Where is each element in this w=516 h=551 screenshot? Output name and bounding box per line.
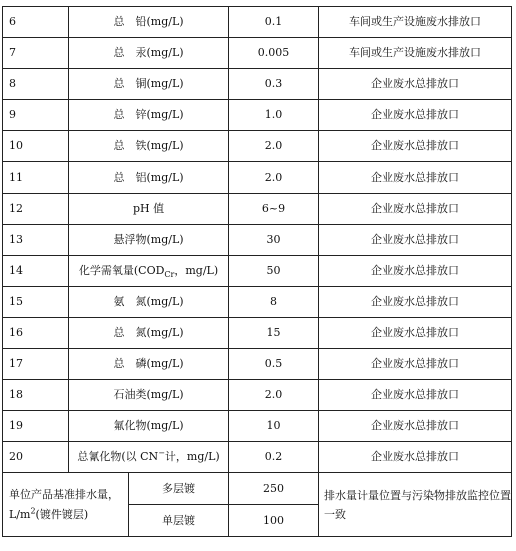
pollutant-item-text: 悬浮物(mg/L) — [113, 232, 184, 246]
pollutant-item-text: 总 氮(mg/L) — [113, 325, 184, 339]
pollutant-item-tail: 计，mg/L) — [164, 450, 220, 464]
table-row — [3, 349, 512, 380]
pollutant-item — [69, 380, 229, 411]
monitoring-location: 企业废水总排放口 — [319, 100, 512, 131]
pollutant-item-text: 氟化物(mg/L) — [113, 419, 184, 433]
monitoring-location: 企业废水总排放口 — [319, 255, 512, 286]
table-row-multi-layer — [3, 473, 512, 505]
row-number: 17 — [3, 349, 69, 380]
table-footer — [3, 473, 512, 537]
pollutant-item — [69, 69, 229, 100]
baseline-label-line1: 单位产品基准排水量， — [9, 487, 119, 501]
limit-value: 0.2 — [229, 442, 319, 473]
limit-value: 6~9 — [229, 193, 319, 224]
row-number: 11 — [3, 162, 69, 193]
pollutant-item — [69, 38, 229, 69]
monitoring-location-note: 排水量计量位置与污染物排放监控位置一致 — [319, 473, 512, 537]
monitoring-location: 企业废水总排放口 — [319, 380, 512, 411]
pollutant-item-tail: ，mg/L) — [174, 263, 219, 277]
limit-value: 15 — [229, 317, 319, 348]
pollutant-item-text: 总 铅(mg/L) — [113, 15, 184, 29]
monitoring-location: 企业废水总排放口 — [319, 349, 512, 380]
single-layer-label: 单层镀 — [129, 505, 229, 537]
table-row — [3, 38, 512, 69]
monitoring-location: 企业废水总排放口 — [319, 131, 512, 162]
row-number: 7 — [3, 38, 69, 69]
table-row — [3, 442, 512, 473]
table-row — [3, 224, 512, 255]
pollutant-item — [69, 442, 229, 473]
limit-value: 50 — [229, 255, 319, 286]
pollutant-item — [69, 286, 229, 317]
monitoring-location: 企业废水总排放口 — [319, 162, 512, 193]
limit-value: 2.0 — [229, 131, 319, 162]
limit-value: 8 — [229, 286, 319, 317]
row-number: 10 — [3, 131, 69, 162]
pollutant-item-text: 氨 氮(mg/L) — [113, 294, 184, 308]
pollutant-item-text: 总 铜(mg/L) — [113, 77, 184, 91]
pollutant-item-superscript: − — [158, 448, 165, 458]
table-body — [3, 7, 512, 473]
single-layer-value: 100 — [229, 505, 319, 537]
monitoring-location: 企业废水总排放口 — [319, 224, 512, 255]
table-row — [3, 255, 512, 286]
table-row — [3, 162, 512, 193]
limit-value: 0.1 — [229, 7, 319, 38]
pollutant-item — [69, 317, 229, 348]
table-row — [3, 411, 512, 442]
multi-layer-value: 250 — [229, 473, 319, 505]
pollutant-item — [69, 131, 229, 162]
pollutant-item — [69, 100, 229, 131]
row-number: 16 — [3, 317, 69, 348]
limit-value: 0.005 — [229, 38, 319, 69]
pollutant-item — [69, 193, 229, 224]
pollutant-item-text: pH 值 — [132, 201, 165, 215]
limit-value: 1.0 — [229, 100, 319, 131]
pollutant-item — [69, 224, 229, 255]
pollutant-item — [69, 162, 229, 193]
pollutant-item-text: 总 锌(mg/L) — [113, 108, 184, 122]
monitoring-location: 车间或生产设施废水排放口 — [319, 7, 512, 38]
monitoring-location: 企业废水总排放口 — [319, 69, 512, 100]
table-row — [3, 69, 512, 100]
pollutant-item — [69, 7, 229, 38]
monitoring-location: 企业废水总排放口 — [319, 411, 512, 442]
row-number: 19 — [3, 411, 69, 442]
row-number: 13 — [3, 224, 69, 255]
baseline-drainage-label — [3, 473, 129, 537]
pollutant-item — [69, 255, 229, 286]
pollutant-item-text: 总 铝(mg/L) — [113, 170, 184, 184]
discharge-limit-table — [2, 6, 512, 537]
table-row — [3, 100, 512, 131]
table-row — [3, 131, 512, 162]
row-number: 12 — [3, 193, 69, 224]
row-number: 14 — [3, 255, 69, 286]
row-number: 6 — [3, 7, 69, 38]
row-number: 15 — [3, 286, 69, 317]
table-row — [3, 7, 512, 38]
pollutant-item — [69, 411, 229, 442]
limit-value: 2.0 — [229, 162, 319, 193]
pollutant-item-text: 总氰化物(以 CN — [77, 450, 159, 464]
pollutant-item-text: 总 铁(mg/L) — [113, 139, 184, 153]
limit-value: 0.3 — [229, 69, 319, 100]
table-row — [3, 380, 512, 411]
monitoring-location: 企业废水总排放口 — [319, 286, 512, 317]
row-number: 20 — [3, 442, 69, 473]
pollutant-item-text: 总 磷(mg/L) — [113, 357, 184, 371]
table-row — [3, 286, 512, 317]
monitoring-location: 企业废水总排放口 — [319, 442, 512, 473]
limit-value: 30 — [229, 224, 319, 255]
monitoring-location: 车间或生产设施废水排放口 — [319, 38, 512, 69]
limit-value: 10 — [229, 411, 319, 442]
table-row — [3, 317, 512, 348]
row-number: 9 — [3, 100, 69, 131]
row-number: 18 — [3, 380, 69, 411]
pollutant-item-subscript: Cr — [164, 269, 175, 279]
monitoring-location: 企业废水总排放口 — [319, 193, 512, 224]
row-number: 8 — [3, 69, 69, 100]
baseline-label-unit-sup: 2 — [30, 506, 36, 516]
multi-layer-label: 多层镀 — [129, 473, 229, 505]
table-row — [3, 193, 512, 224]
limit-value: 0.5 — [229, 349, 319, 380]
pollutant-item-text: 化学需氧量(COD — [78, 263, 165, 277]
monitoring-location: 企业废水总排放口 — [319, 317, 512, 348]
pollutant-item — [69, 349, 229, 380]
pollutant-item-text: 总 汞(mg/L) — [113, 46, 184, 60]
baseline-label-unit: L/m — [9, 507, 31, 521]
limit-value: 2.0 — [229, 380, 319, 411]
baseline-label-scope: (镀件镀层) — [35, 507, 89, 521]
pollutant-item-text: 石油类(mg/L) — [113, 388, 184, 402]
